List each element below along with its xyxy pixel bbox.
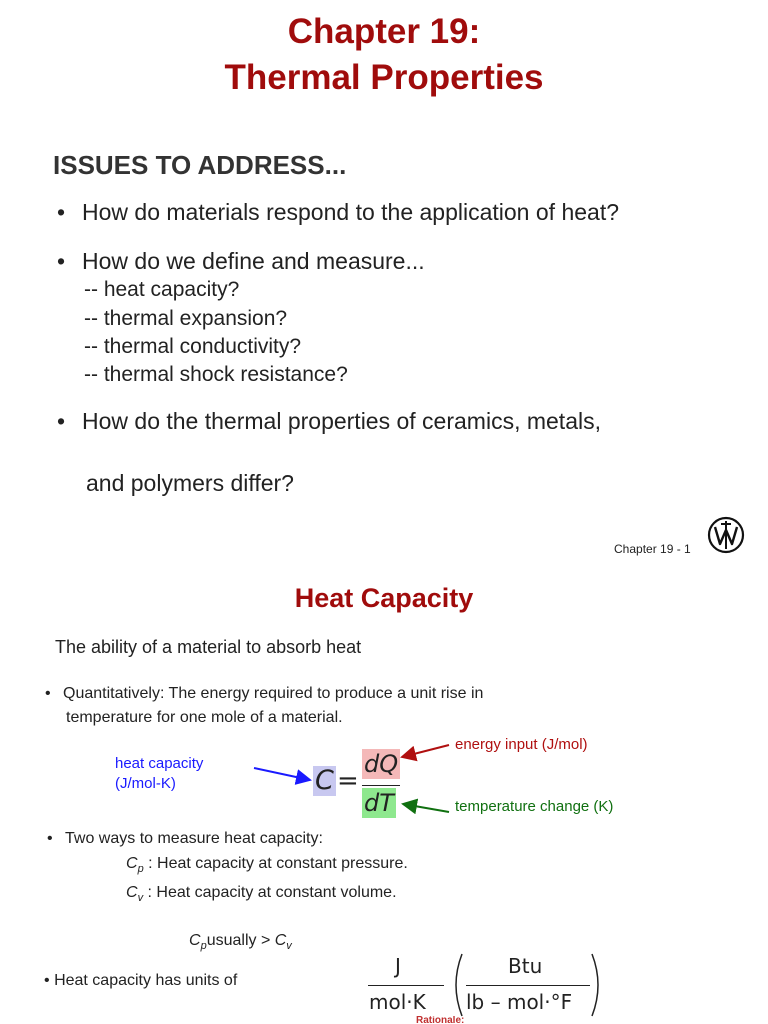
cp-subscript: p [137, 863, 144, 876]
usually-text: usually > [206, 932, 275, 949]
bullet-glyph: • [57, 248, 66, 274]
cv-line [126, 884, 397, 904]
cp-description: : Heat capacity at constant pressure. [143, 855, 408, 872]
eq-equals: = [337, 766, 359, 796]
unit-Btu: Btu [508, 954, 543, 978]
heat-capacity-units: (J/mol-K) [115, 775, 176, 792]
cp-symbol: C [189, 932, 201, 949]
cv-subscript: v [286, 940, 292, 953]
arrow-heat-capacity [254, 768, 310, 780]
cp-subscript: p [200, 940, 207, 953]
bullet-3-continued: and polymers differ? [86, 470, 294, 496]
cp-symbol: C [126, 855, 138, 872]
two-ways-bullet [47, 830, 323, 848]
bullet-1-text: How do materials respond to the application of heat? [82, 199, 619, 225]
bullet-2-text: How do we define and measure... [82, 248, 425, 274]
cv-description: : Heat capacity at constant volume. [143, 884, 397, 901]
unit-fraction-line-1 [368, 985, 444, 986]
cv-symbol: C [274, 932, 287, 949]
sub-item-thermal-expansion: -- thermal expansion? [84, 307, 288, 330]
cv-subscript: v [137, 892, 144, 905]
unit-J: J [395, 954, 401, 978]
temperature-change-label: temperature change (K) [455, 798, 614, 815]
bullet-glyph: • [45, 685, 51, 702]
slide-footer: Chapter 19 - 1 [614, 542, 691, 556]
units-bullet [44, 972, 237, 990]
heat-capacity-label: heat capacity [115, 755, 204, 772]
issues-heading: ISSUES TO ADDRESS... [53, 150, 347, 180]
quant-line2: temperature for one mole of a material. [66, 709, 343, 726]
bullet-glyph: • [57, 408, 66, 434]
cp-usually-cv [189, 932, 292, 952]
unit-mol-K: mol·K [369, 990, 426, 1014]
intro-text: The ability of a material to absorb heat [55, 637, 362, 657]
bullet-glyph: • [57, 199, 66, 225]
slide1-title-line1: Chapter 19: [287, 12, 481, 51]
slide2-title: Heat Capacity [294, 583, 474, 613]
eq-dQ: dQ [364, 750, 399, 778]
arrow-temperature-change [403, 804, 449, 812]
rationale-cutoff: Rationale: [416, 1016, 465, 1024]
sub-item-thermal-shock: -- thermal shock resistance? [84, 363, 348, 386]
arrow-energy-input [402, 745, 449, 757]
eq-fraction-line [362, 785, 400, 786]
units-text: Heat capacity has units of [54, 972, 238, 989]
bullet-glyph: • [44, 972, 50, 989]
two-ways-text: Two ways to measure heat capacity: [65, 830, 323, 847]
bullet-glyph: • [47, 830, 53, 847]
eq-dT: dT [364, 789, 394, 817]
slide1-title-line2: Thermal Properties [224, 58, 544, 97]
unit-fraction-line-2 [466, 985, 590, 986]
sub-item-heat-capacity: -- heat capacity? [84, 278, 240, 301]
bullet-3-text: How do the thermal properties of ceramics, metals, [82, 408, 601, 434]
eq-C: C [315, 765, 334, 796]
quant-line1: Quantitatively: The energy required to produce a unit rise in [63, 685, 484, 702]
sub-item-thermal-conductivity: -- thermal conductivity? [84, 335, 302, 358]
energy-input-label: energy input (J/mol) [455, 736, 588, 753]
cp-line [126, 855, 408, 875]
cv-symbol: C [126, 884, 138, 901]
unit-lb-mol-F: lb – mol·°F [466, 990, 573, 1014]
